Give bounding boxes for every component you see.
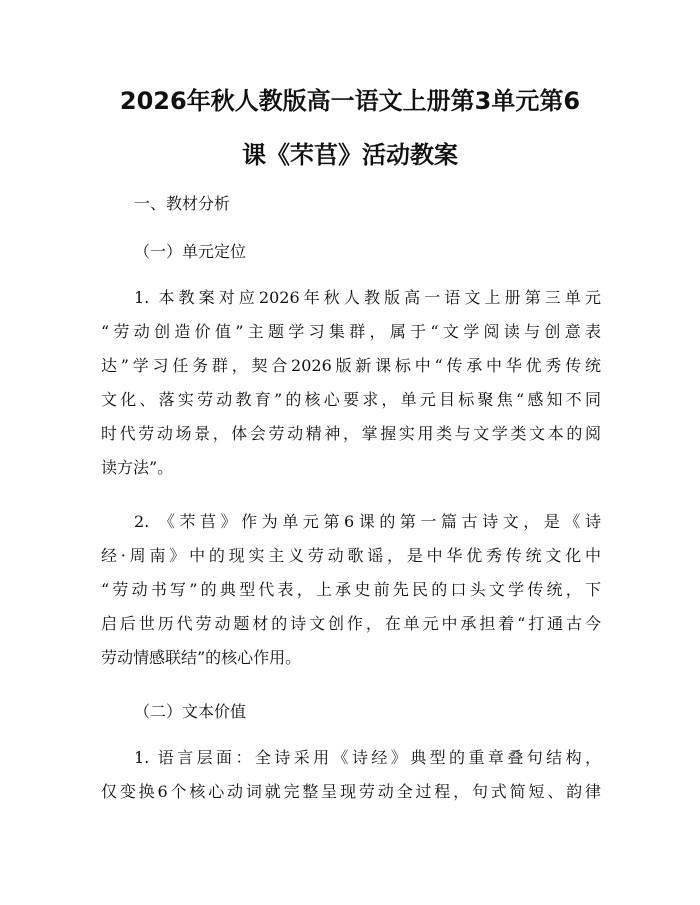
paragraph-2-line: 劳动情感联结”的核心作用。 xyxy=(101,648,302,667)
paragraph-1-line: “劳动创造价值”主题学习集群，属于“文学阅读与创意表 xyxy=(101,322,601,341)
paragraph-1-line: 1. 本教案对应2026年秋人教版高一语文上册第三单元 xyxy=(134,288,601,307)
paragraph-2-line: “劳动书写”的典型代表，上承史前先民的口头文学传统，下 xyxy=(101,580,601,599)
paragraph-2-line: 启后世历代劳动题材的诗文创作，在单元中承担着“打通古今 xyxy=(101,614,601,633)
paragraph-1-line: 时代劳动场景，体会劳动精神，掌握实用类与文学类文本的阅 xyxy=(101,424,601,443)
paragraph-1-line: 文化、落实劳动教育”的核心要求，单元目标聚焦“感知不同 xyxy=(101,390,601,409)
paragraph-1-line: 达”学习任务群，契合2026版新课标中“传承中华优秀传统 xyxy=(101,356,601,375)
subsection-heading-text-value: （二）文本价值 xyxy=(134,702,247,721)
paragraph-2-line: 经·周南》中的现实主义劳动歌谣，是中华优秀传统文化中 xyxy=(101,546,601,565)
subsection-heading-unit-positioning: （一）单元定位 xyxy=(134,242,247,261)
document-title-line-1: 2026年秋人教版高一语文上册第3单元第6 xyxy=(119,87,581,115)
paragraph-3-line: 1. 语言层面：全诗采用《诗经》典型的重章叠句结构， xyxy=(134,748,601,767)
paragraph-1-line: 读方法”。 xyxy=(101,458,174,477)
document-title-line-2: 课《芣苢》活动教案 xyxy=(242,141,458,169)
paragraph-2-line: 2. 《芣苢》作为单元第6课的第一篇古诗文，是《诗 xyxy=(134,512,601,531)
section-heading-materials-analysis: 一、教材分析 xyxy=(134,194,231,213)
paragraph-3-line: 仅变换6个核心动词就完整呈现劳动全过程，句式简短、韵律 xyxy=(101,782,601,801)
